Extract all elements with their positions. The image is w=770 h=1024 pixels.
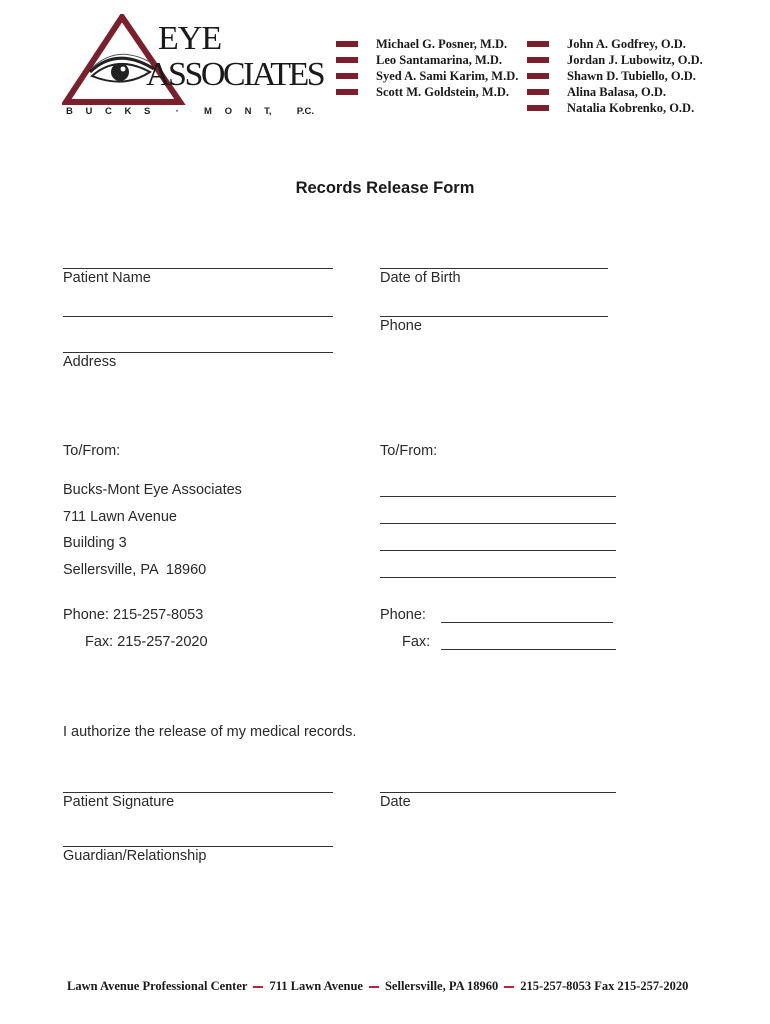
practice-street: 711 Lawn Avenue	[63, 509, 177, 525]
authorization-statement: I authorize the release of my medical records.	[63, 724, 357, 740]
doctor-name: Shawn D. Tubiello, O.D.	[567, 69, 696, 83]
accent-bar	[527, 41, 549, 47]
recipient-line-3-field[interactable]	[380, 550, 616, 551]
doctor-name: John A. Godfrey, O.D.	[567, 37, 686, 51]
practice-logo	[62, 14, 337, 119]
accent-bar	[527, 57, 549, 63]
accent-bar	[527, 89, 549, 95]
accent-bar	[336, 73, 358, 79]
footer-phone-fax: 215-257-8053 Fax 215-257-2020	[520, 979, 689, 993]
logo-word-eye: EYE	[158, 20, 222, 57]
address-line-1-field[interactable]	[63, 316, 333, 317]
footer-street: 711 Lawn Avenue	[269, 979, 363, 993]
phone-field[interactable]	[380, 316, 608, 317]
date-field[interactable]	[380, 792, 616, 793]
recipient-line-4-field[interactable]	[380, 577, 616, 578]
doctor-name: Natalia Kobrenko, O.D.	[567, 101, 695, 115]
patient-name-field[interactable]	[63, 268, 333, 269]
address-field[interactable]	[63, 352, 333, 353]
address-label: Address	[63, 354, 117, 370]
doctor-name: Michael G. Posner, M.D.	[376, 37, 508, 51]
accent-bar	[527, 73, 549, 79]
accent-bar	[527, 105, 549, 111]
practice-name: Bucks-Mont Eye Associates	[63, 482, 242, 498]
practice-phone: Phone: 215-257-8053	[63, 607, 204, 623]
to-from-right-label: To/From:	[380, 443, 438, 459]
logo-word-associates: ASSOCIATES	[146, 56, 324, 93]
footer-separator	[504, 986, 514, 988]
doctor-name: Scott M. Goldstein, M.D.	[376, 85, 509, 99]
recipient-phone-field[interactable]	[441, 622, 613, 623]
guardian-field[interactable]	[63, 846, 333, 847]
footer-address	[67, 979, 688, 994]
to-from-left-label: To/From:	[63, 443, 121, 459]
accent-bar	[336, 89, 358, 95]
date-of-birth-field[interactable]	[380, 268, 608, 269]
page-title: Records Release Form	[295, 179, 475, 197]
footer-city: Sellersville, PA 18960	[384, 979, 499, 993]
patient-signature-field[interactable]	[63, 792, 333, 793]
practice-fax: Fax: 215-257-2020	[85, 634, 208, 650]
recipient-phone-label: Phone:	[380, 607, 426, 623]
practice-city: Sellersville, PA 18960	[63, 562, 207, 578]
patient-name-label: Patient Name	[63, 270, 151, 286]
practice-building: Building 3	[63, 535, 127, 551]
recipient-fax-label: Fax:	[402, 634, 431, 650]
accent-bar	[336, 41, 358, 47]
recipient-fax-field[interactable]	[441, 649, 616, 650]
recipient-line-1-field[interactable]	[380, 496, 616, 497]
date-label: Date	[380, 794, 411, 810]
guardian-label: Guardian/Relationship	[63, 848, 207, 864]
phone-label: Phone	[380, 318, 422, 334]
footer-center-name: Lawn Avenue Professional Center	[67, 979, 248, 993]
accent-bar	[336, 57, 358, 63]
footer-separator	[253, 986, 263, 988]
patient-signature-label: Patient Signature	[63, 794, 175, 810]
logo-word-bucksmont: B U C K S · M O N T, P.C.	[66, 106, 315, 117]
doctor-name: Syed A. Sami Karim, M.D.	[376, 69, 519, 83]
eye-icon	[90, 54, 154, 81]
doctor-name: Jordan J. Lubowitz, O.D.	[567, 53, 703, 67]
footer-separator	[369, 986, 379, 988]
doctor-name: Alina Balasa, O.D.	[567, 85, 666, 99]
recipient-line-2-field[interactable]	[380, 523, 616, 524]
date-of-birth-label: Date of Birth	[380, 270, 461, 286]
doctor-name: Leo Santamarina, M.D.	[376, 53, 503, 67]
